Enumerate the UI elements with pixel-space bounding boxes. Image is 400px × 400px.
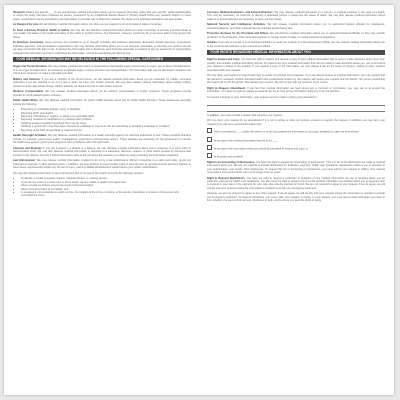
address-line[interactable] xyxy=(207,101,385,105)
military-paragraph: Military and Veterans. If you are a member of the armed forces, we will release medical information about you as requested by military command authorities if we are required to do so by law or when we have your written consent. We may also release medical information about foreign military personnel to the appropriate foreign military authority as required by law or with written consent. xyxy=(13,77,191,88)
list-item: • Reporting reactions to medications or problems with products; xyxy=(21,118,191,121)
accounting-paragraph: Right to an Accounting of Disclosures. You have the right to request an "accounting of disclosures". This is a list of the disclosures we made of medical information about you. We are not required to include disclosures for treatment, payment, health care operations, disclosures made to you or pursuant to your authorization, and certain other disclosures. To request this list or accounting of disclosures, you must submit your request in writing. Your request must state a time period which may not be longer than six years. xyxy=(207,160,385,175)
coroners-paragraph: Coroners, Medical Examiners, and Funeral Directors. We may release medical information to a coroner or medical examiner in the case of a death. This may be necessary, for example, to identify a deceased person or determine the cause of death. We may also release medical information about patients to funeral directors as necessary to carry out their duties. xyxy=(207,11,385,21)
amendment-paragraph: Right to Request Amendment. If you feel that medical information we have about you is incorrect or incomplete, you may ask us to amend the information. You have the right to request an amendment for as long as the information is kept by or for the practice. xyxy=(207,86,385,94)
list-item: • Reporting births and deaths; xyxy=(21,112,191,115)
special-categories-banner: YOUR MEDICAL INFORMATION MAY BE RELEASED IN THE FOLLOWING SPECIAL CATEGORIES xyxy=(13,57,191,62)
public-health-list xyxy=(13,108,191,132)
inspect-copy-paragraph-2: We may deny your request to inspect and copy in certain very limited circumstances. If you are denied access to medical information, you may request that the denial be reviewed. Another licensed health care professional chosen by the practice will review your request and the denial. The person conducting the review will not be the person who denied your request. We will comply with the outcome of the review. xyxy=(207,74,385,85)
right-column xyxy=(207,11,385,205)
address-line[interactable] xyxy=(207,108,385,112)
amendment-option: Is accurate and complete. xyxy=(207,153,385,159)
amendment-option: Is not part of the medical information kept by or for ___; xyxy=(207,137,385,143)
threat-paragraph: To Avert a Serious Threat to Health or Safety. We may use and disclose medical information about you when necessary to prevent a serious threat to your health and safety or the health and safety of the public or another person. Any disclosure, however, would only be to someone able to help prevent the threat. xyxy=(13,29,191,39)
list-item: • Reporting child abuse or neglect, or abuse of a vulnerable adult; xyxy=(21,115,191,118)
checkbox[interactable] xyxy=(207,137,212,142)
list-item: • Reporting to the FDA as permitted or required by law. xyxy=(21,129,191,132)
checkbox[interactable] xyxy=(207,128,212,133)
restrictions-paragraph-2: However, we are not required to agree to any other request. If we do agree, we will comply with your request unless the information is needed to provide you emergency treatment. To request restrictions, you must make your request in writing. In your request, you must tell us what information you want to limit, whether you want to limit our use, disclosure or both, and to whom you want the limits to apply. xyxy=(207,192,385,203)
checkbox[interactable] xyxy=(207,145,212,150)
list-item: • In emergency circumstances to report a crime, the location of the crime or victims, or the identity, description or location of the person who committed the crime. xyxy=(21,191,191,198)
required-by-law-paragraph: As Required by Law. We will disclose medical information about you when we are required to do so by federal, state or local law. xyxy=(13,23,162,27)
list-item: • Notifying a person who may have been exposed to a disease or may be at risk for contracting or spreading a disease or condition; xyxy=(21,125,191,128)
public-health-paragraph: Public Health Risks. We may disclose medical information for public health activities about you for public health activities. These disclosures generally include the following: xyxy=(13,99,191,106)
organ-donation-paragraph: Organ and Tissue Donation. We may release medical information to organizations that handle organ procurement or organ, eye or tissue transplantation, or to an organ donation bank, as necessary to facilitate organ or tissue donation and transplantation. The information that may be disclosed is limited to the information necessary to make a transplant possible. xyxy=(13,65,191,76)
oversight-paragraph: Health Oversight Activities. We may disclose medical information to a health oversight agency for activities authorized by law. These oversight activities include, for example, government audits, investigations, inspections, and licensure actions. These activities are necessary for the government to monitor the health care system, government programs, and compliance with civil rights laws. xyxy=(13,134,191,145)
national-security-paragraph: National Security and Intelligence Activities. We will release medical information about you to authorized federal officials for intelligence, counterintelligence, and other national security activities authorized by law. xyxy=(207,23,386,30)
list-item: • If you are the victim of a crime and, in some cases, we are unable to obtain your agreement; xyxy=(21,181,191,184)
amendment-option: Was not created by ___ unless the person or entity that created the information is no longer available to make the amendment; xyxy=(207,128,385,134)
law-enforcement-paragraph: Law Enforcement. We may release medical information if asked to do so by a law enforcement official in response to a valid court order, grand jury subpoena or warrant, or other lawful process. In addition, we may disclose to report certain types of wounds such as gunshot wounds and burn injuries. In most cases, approval will include only the fact of injury, and any additional disclosures would require your written authorization. xyxy=(13,159,191,170)
amendment-reason-paragraph: In addition, you must provide a reason that supports your request. xyxy=(207,113,283,117)
workers-comp-paragraph: Workers' Compensation. We may release medical information about you for workers' compensation or similar programs. These programs provide benefits for work-related injuries or illness. xyxy=(13,90,191,97)
business-associates-paragraph: To Business Associates. Some services are provided to us or through contracts with business associates. Examples include attorneys, consultants, collection agencies, and accreditation organizations. We may disclose information about you to our business associates so that they can perform the job we have contracted with them to do. To protect the information that is disclosed, each business associate is required to sign an agreement to appropriately safeguard the information and not to redisclose the information, except as specifically permitted by law. xyxy=(13,41,191,55)
research-heading: Research. xyxy=(13,11,26,14)
restrictions-paragraph: Right to Request Restrictions. You have the right to request a restriction or limitation on the medical information we use or disclose about you for treatment, payment or health care operations. You also have the right to request a limit on the medical information we disclose about you to someone who is involved in your care or the payment for your care, like a family member or friend. We are not required to agree to your request. If we do agree, we will comply with your request unless the information is needed to provide you emergency treatment. xyxy=(207,176,385,190)
list-item: • About criminal conduct at our facility; and xyxy=(21,188,191,191)
list-item: • About a death we believe may be the result of criminal conduct; xyxy=(21,184,191,187)
law-enforcement-list xyxy=(13,177,191,198)
list-item: • Preventing or controlling disease, injury or disability; xyxy=(21,108,191,111)
law-enforcement-paragraph-2: We may also disclose information to law enforcement that is not part of the health record for the following reasons: xyxy=(13,171,145,175)
rights-banner: YOUR RIGHTS REGARDING MEDICAL INFORMATION ABOUT YOU xyxy=(207,50,385,55)
document-page xyxy=(4,5,394,395)
amendment-option: Is not part of the information which you would be permitted to inspect and copy; or xyxy=(207,145,385,151)
inspect-copy-paragraph: Right to Inspect and Copy. You have the right to inspect and receive a copy of your medical information that is used to make decisions about your care. Usually, this includes medical and billing records. To inspect and copy medical information that may be used to make decisions about you, you must submit your request in writing to the practice. If you request a copy of the information, we may charge a fee for the costs of copying, mailing or other supplies associated with your request. xyxy=(207,58,385,72)
amendment-deny-paragraph: We may deny your request for an amendment if it is not in writing or does not include a reason to support the request. In addition, we may deny your request if you ask us to amend information that: xyxy=(207,119,385,126)
list-item: • Notifying people of recalls of products they may be using; xyxy=(21,122,191,125)
research-paragraph: Research. Patient test permits ___ to use and disclose medical information about you for research purposes, either with your specific, written authorization or where the study has been reviewed for privacy protections by an Institutional Review Board or Privacy Board before any research begins. In some cases, researchers may be permitted to use information in a limited way to determine whether the study or the potential participants are appropriate. xyxy=(13,11,191,21)
lawsuits-paragraph: Lawsuits and Disputes. If you are involved in a lawsuit or a dispute, we may disclose medical information about you in response to a court order or administrative order. We may also disclose medical information in response to a subpoena, discovery request, or other lawful process by someone else involved in the dispute, but only if efforts have been made to tell you about the request or to obtain an order protecting the information requested. xyxy=(13,146,191,157)
inmates-paragraph: Inmates. If you are an inmate of a correctional institution or under the custody of a law enforcement official, we may release medical information about you to the correctional institution or law enforcement official. xyxy=(207,41,385,48)
checkbox[interactable] xyxy=(207,153,212,158)
protective-services-paragraph: Protective Services for the President and Others. We will disclose medical information about you to authorized federal officials so they may provide protection to the President, other authorized persons or foreign heads of state, or conduct special investigations. xyxy=(207,32,385,39)
amendment-request-paragraph: To request a change to your information, your request must be made in writing and submitted to: xyxy=(207,95,318,99)
list-item: • To identify or locate a suspect, fugitive, material witness, or missing person; xyxy=(21,177,191,180)
left-column xyxy=(13,11,191,200)
